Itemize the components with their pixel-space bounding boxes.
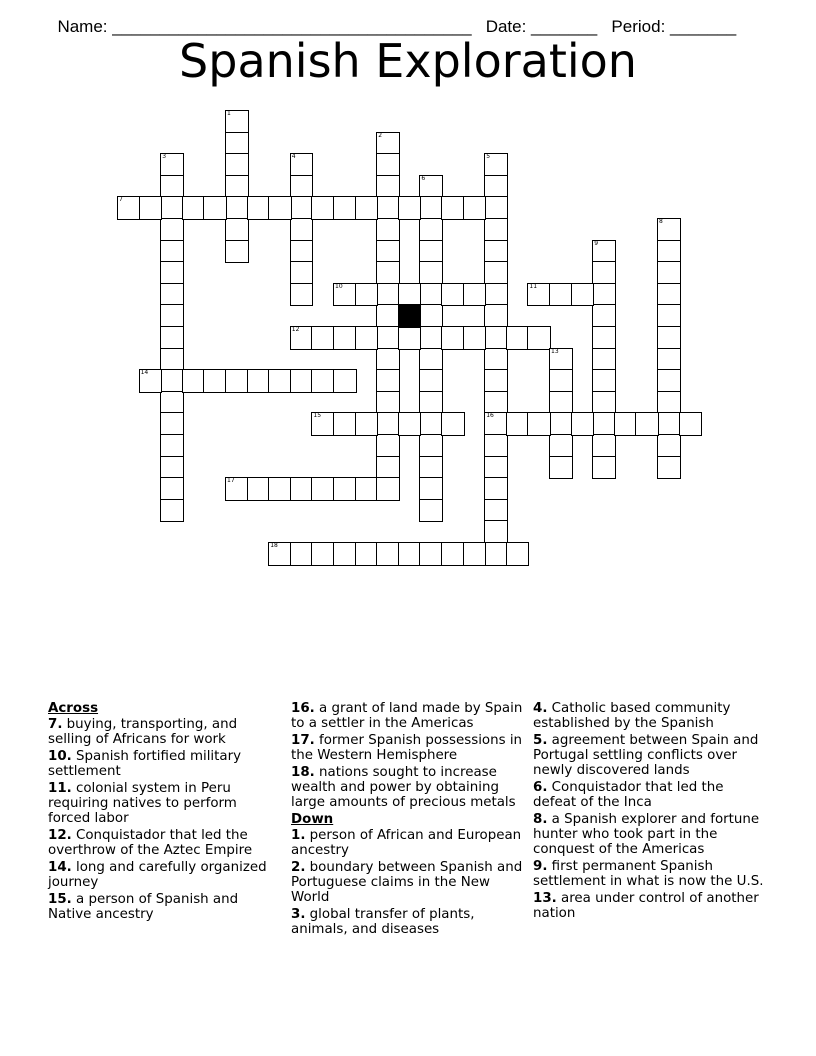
crossword-cell[interactable] — [376, 132, 400, 156]
clue-start-number: 12 — [291, 326, 300, 333]
crossword-cell[interactable] — [419, 240, 443, 264]
crossword-cell[interactable] — [592, 261, 616, 285]
crossword-cell[interactable] — [333, 196, 357, 220]
crossword-cell[interactable] — [160, 391, 184, 415]
period-field[interactable]: Period: _______ — [611, 17, 737, 36]
crossword-cell[interactable] — [635, 412, 659, 436]
crossword-cell[interactable] — [419, 348, 443, 372]
crossword-cell[interactable] — [160, 240, 184, 264]
clue-across-12 — [48, 828, 280, 858]
crossword-cell[interactable] — [376, 348, 400, 372]
crossword-cell[interactable] — [657, 283, 681, 307]
crossword-cell[interactable] — [225, 110, 249, 134]
clue-number: 8. — [533, 812, 548, 827]
crossword-cell[interactable] — [398, 326, 422, 350]
crossword-cell[interactable] — [419, 456, 443, 480]
crossword-cell[interactable] — [571, 412, 595, 436]
crossword-cell[interactable] — [484, 542, 508, 566]
black-square — [398, 304, 422, 328]
clue-number: 12. — [48, 828, 72, 843]
clue-down-9 — [533, 859, 769, 889]
crossword-cell[interactable] — [463, 283, 487, 307]
clue-start-number: 6 — [421, 174, 426, 182]
clue-start-number: 8 — [659, 218, 663, 225]
crossword-cell[interactable] — [549, 283, 573, 307]
down-heading: Down — [291, 812, 334, 827]
crossword-cell[interactable] — [398, 196, 422, 220]
crossword-cell[interactable] — [527, 412, 551, 436]
clue-number: 10. — [48, 749, 72, 764]
clue-start-number: 1 — [227, 110, 231, 117]
crossword-cell[interactable] — [592, 434, 616, 458]
crossword-cell[interactable] — [311, 326, 335, 350]
crossword-cell[interactable] — [398, 283, 422, 307]
crossword-cell[interactable] — [484, 434, 508, 458]
crossword-cell[interactable] — [160, 196, 184, 220]
crossword-cell[interactable] — [139, 369, 163, 393]
crossword-cell[interactable] — [549, 434, 573, 458]
crossword-cell[interactable] — [160, 456, 184, 480]
clue-start-number: 5 — [486, 153, 491, 161]
crossword-cell[interactable] — [376, 153, 400, 177]
crossword-cell[interactable] — [225, 477, 249, 501]
clue-down-8 — [533, 812, 769, 857]
crossword-cell[interactable] — [441, 326, 465, 350]
clue-number: 18. — [291, 765, 315, 780]
crossword-cell[interactable] — [441, 542, 465, 566]
clue-across-14 — [48, 860, 280, 890]
crossword-cell[interactable] — [419, 542, 443, 566]
crossword-cell[interactable] — [376, 456, 400, 480]
crossword-cell[interactable] — [484, 412, 508, 436]
crossword-cell[interactable] — [160, 369, 184, 393]
clue-start-number: 10 — [335, 282, 343, 290]
crossword-cell[interactable] — [441, 283, 465, 307]
clue-start-number: 18 — [270, 542, 278, 549]
crossword-cell[interactable] — [268, 542, 292, 566]
crossword-cell[interactable] — [203, 369, 227, 393]
clue-number: 16. — [291, 701, 315, 716]
crossword-cell[interactable] — [225, 153, 249, 177]
clue-across-17 — [291, 733, 527, 763]
clue-number: 3. — [291, 907, 306, 922]
crossword-cell[interactable] — [419, 283, 443, 307]
clue-text: Spanish fortified military settlement — [48, 749, 242, 779]
crossword-cell[interactable] — [419, 326, 443, 350]
crossword-cell[interactable] — [290, 283, 314, 307]
clue-text: colonial system in Peru requiring natives to perform forced labor — [48, 781, 237, 826]
crossword-cell[interactable] — [376, 283, 400, 307]
clue-start-number: 15 — [313, 412, 322, 420]
crossword-cell[interactable] — [290, 369, 314, 393]
date-field[interactable]: Date: _______ — [485, 17, 598, 36]
crossword-cell[interactable] — [376, 369, 400, 393]
crossword-cell[interactable] — [355, 283, 379, 307]
clue-text: nations sought to increase wealth and power by obtaining large amounts of precious metals — [291, 765, 516, 810]
crossword-cell[interactable] — [290, 326, 314, 350]
crossword-cell[interactable] — [355, 412, 379, 436]
clues-column-1 — [48, 701, 280, 924]
clue-down-6 — [533, 780, 769, 810]
crossword-cell[interactable] — [419, 499, 443, 523]
name-field[interactable]: Name: ______________________________________ — [57, 17, 472, 36]
clue-number: 11. — [48, 781, 72, 796]
crossword-cell[interactable] — [376, 196, 400, 220]
crossword-cell[interactable] — [333, 369, 357, 393]
clue-text: a Spanish explorer and fortune hunter who took part in the conquest of the Americas — [533, 812, 760, 857]
crossword-cell[interactable] — [484, 369, 508, 393]
clue-start-number: 14 — [140, 369, 149, 377]
clue-down-2 — [291, 860, 527, 905]
crossword-cell[interactable] — [484, 153, 508, 177]
crossword-cell[interactable] — [527, 283, 551, 307]
crossword-cell[interactable] — [160, 499, 184, 523]
clue-text: a grant of land made by Spain to a settler in the Americas — [291, 701, 523, 731]
crossword-cell[interactable] — [463, 326, 487, 350]
crossword-cell[interactable] — [160, 477, 184, 501]
crossword-cell[interactable] — [592, 304, 616, 328]
crossword-cell[interactable] — [484, 326, 508, 350]
crossword-cell[interactable] — [549, 391, 573, 415]
clue-across-10 — [48, 749, 280, 779]
crossword-cell[interactable] — [376, 326, 400, 350]
crossword-cell[interactable] — [376, 240, 400, 264]
crossword-cell[interactable] — [376, 304, 400, 328]
clue-start-number: 11 — [529, 282, 538, 290]
clue-start-number: 9 — [594, 239, 599, 247]
crossword-cell[interactable] — [592, 456, 616, 480]
crossword-cell[interactable] — [419, 391, 443, 415]
crossword-cell[interactable] — [355, 326, 379, 350]
crossword-cell[interactable] — [225, 218, 249, 242]
crossword-cell[interactable] — [484, 348, 508, 372]
crossword-cell[interactable] — [311, 477, 335, 501]
clue-text: long and carefully organized journey — [48, 860, 267, 890]
crossword-cell[interactable] — [333, 326, 357, 350]
crossword-cell[interactable] — [160, 175, 184, 199]
crossword-cell[interactable] — [657, 218, 681, 242]
crossword-cell[interactable] — [679, 412, 703, 436]
crossword-cell[interactable] — [355, 196, 379, 220]
clue-number: 1. — [291, 828, 306, 843]
crossword-cell[interactable] — [182, 369, 206, 393]
clue-start-number: 2 — [378, 131, 383, 139]
crossword-cell[interactable] — [657, 369, 681, 393]
crossword-cell[interactable] — [484, 520, 508, 544]
across-heading: Across — [48, 701, 99, 716]
crossword-cell[interactable] — [376, 218, 400, 242]
clues-column-2 — [291, 701, 527, 939]
crossword-cell[interactable] — [290, 153, 314, 177]
crossword-cell[interactable] — [549, 369, 573, 393]
crossword-cell[interactable] — [571, 283, 595, 307]
crossword-cell[interactable] — [225, 175, 249, 199]
crossword-cell[interactable] — [247, 369, 271, 393]
crossword-cell[interactable] — [290, 240, 314, 264]
crossword-cell[interactable] — [376, 542, 400, 566]
crossword-cell[interactable] — [311, 196, 335, 220]
crossword-cell[interactable] — [506, 412, 530, 436]
crossword-cell[interactable] — [419, 196, 443, 220]
crossword-cell[interactable] — [160, 348, 184, 372]
crossword-cell[interactable] — [657, 348, 681, 372]
crossword-cell[interactable] — [333, 283, 357, 307]
clue-down-13 — [533, 891, 769, 921]
crossword-cell[interactable] — [225, 369, 249, 393]
crossword-cell[interactable] — [311, 542, 335, 566]
crossword-cell[interactable] — [592, 369, 616, 393]
crossword-cell[interactable] — [160, 153, 184, 177]
crossword-cell[interactable] — [376, 477, 400, 501]
crossword-cell[interactable] — [419, 175, 443, 199]
crossword-cell[interactable] — [657, 456, 681, 480]
crossword-cell[interactable] — [290, 175, 314, 199]
crossword-cell[interactable] — [419, 477, 443, 501]
crossword-cell[interactable] — [484, 240, 508, 264]
clue-text: buying, transporting, and selling of Africans for work — [48, 717, 238, 747]
crossword-cell[interactable] — [463, 196, 487, 220]
crossword-cell[interactable] — [463, 542, 487, 566]
crossword-cell[interactable] — [506, 326, 530, 350]
crossword-cell[interactable] — [484, 175, 508, 199]
crossword-cell[interactable] — [160, 283, 184, 307]
crossword-cell[interactable] — [657, 434, 681, 458]
clue-down-3 — [291, 907, 527, 937]
crossword-cell[interactable] — [333, 412, 357, 436]
crossword-cell[interactable] — [160, 218, 184, 242]
crossword-cell[interactable] — [592, 240, 616, 264]
crossword-cell[interactable] — [549, 456, 573, 480]
clue-text: former Spanish possessions in the Western Hemisphere — [291, 733, 523, 763]
clue-text: Catholic based community established by the Spanish — [533, 701, 731, 731]
clue-start-number: 13 — [551, 347, 559, 355]
crossword-cell[interactable] — [203, 196, 227, 220]
crossword-cell[interactable] — [225, 240, 249, 264]
clue-across-16 — [291, 701, 527, 731]
crossword-cell[interactable] — [333, 477, 357, 501]
crossword-cell[interactable] — [160, 261, 184, 285]
crossword-cell[interactable] — [484, 477, 508, 501]
clue-text: agreement between Spain and Portugal settling conflicts over newly discovered lands — [533, 733, 759, 778]
crossword-cell[interactable] — [290, 542, 314, 566]
crossword-cell[interactable] — [484, 218, 508, 242]
clue-text: boundary between Spanish and Portuguese claims in the New World — [291, 860, 523, 905]
crossword-cell[interactable] — [614, 412, 638, 436]
crossword-cell[interactable] — [290, 196, 314, 220]
crossword-cell[interactable] — [311, 412, 335, 436]
crossword-cell[interactable] — [419, 261, 443, 285]
crossword-cell[interactable] — [484, 261, 508, 285]
crossword-cell[interactable] — [441, 412, 465, 436]
crossword-cell[interactable] — [484, 304, 508, 328]
clue-text: global transfer of plants, animals, and diseases — [291, 907, 475, 937]
clue-text: a person of Spanish and Native ancestry — [48, 892, 239, 922]
crossword-cell[interactable] — [592, 326, 616, 350]
clue-number: 2. — [291, 860, 306, 875]
clue-number: 13. — [533, 891, 557, 906]
clue-number: 14. — [48, 860, 72, 875]
crossword-cell[interactable] — [657, 261, 681, 285]
crossword-cell[interactable] — [419, 369, 443, 393]
crossword-cell[interactable] — [355, 477, 379, 501]
clue-start-number: 3 — [162, 153, 167, 161]
crossword-cell[interactable] — [376, 175, 400, 199]
crossword-cell[interactable] — [268, 196, 292, 220]
crossword-cell[interactable] — [182, 196, 206, 220]
crossword-cell[interactable] — [484, 456, 508, 480]
crossword-cell[interactable] — [419, 218, 443, 242]
clue-text: Conquistador that led the overthrow of the Aztec Empire — [48, 828, 253, 858]
clue-number: 15. — [48, 892, 72, 907]
clue-across-11 — [48, 781, 280, 826]
crossword-cell[interactable] — [290, 218, 314, 242]
crossword-cell[interactable] — [441, 196, 465, 220]
crossword-cell[interactable] — [506, 542, 530, 566]
crossword-cell[interactable] — [290, 477, 314, 501]
crossword-cell[interactable] — [527, 326, 551, 350]
crossword-cell[interactable] — [419, 304, 443, 328]
clue-text: Conquistador that led the defeat of the Inca — [533, 780, 724, 810]
clue-across-18 — [291, 765, 527, 810]
crossword-cell[interactable] — [484, 391, 508, 415]
clue-start-number: 7 — [119, 196, 123, 204]
clue-start-number: 16 — [486, 412, 494, 420]
clue-start-number: 17 — [227, 477, 235, 485]
crossword-cell[interactable] — [419, 434, 443, 458]
crossword-cell[interactable] — [376, 412, 400, 436]
crossword-cell[interactable] — [311, 369, 335, 393]
page-title: Spanish Exploration — [179, 34, 637, 88]
crossword-cell[interactable] — [376, 391, 400, 415]
crossword-cell[interactable] — [549, 412, 573, 436]
crossword-cell[interactable] — [160, 326, 184, 350]
clue-number: 9. — [533, 859, 548, 874]
crossword-cell[interactable] — [160, 434, 184, 458]
clue-number: 17. — [291, 733, 315, 748]
crossword-cell[interactable] — [592, 391, 616, 415]
crossword-cell[interactable] — [376, 261, 400, 285]
crossword-cell[interactable] — [398, 412, 422, 436]
crossword-cell[interactable] — [333, 542, 357, 566]
clue-text: first permanent Spanish settlement in what is now the U.S. — [533, 859, 764, 889]
crossword-cell[interactable] — [657, 326, 681, 350]
crossword-cell[interactable] — [657, 412, 681, 436]
clue-across-15 — [48, 892, 280, 922]
clue-text: area under control of another nation — [533, 891, 759, 921]
crossword-cell[interactable] — [484, 499, 508, 523]
crossword-cell[interactable] — [398, 542, 422, 566]
crossword-cell[interactable] — [376, 434, 400, 458]
crossword-cell[interactable] — [484, 283, 508, 307]
clue-text: person of African and European ancestry — [291, 828, 522, 858]
clue-number: 6. — [533, 780, 548, 795]
crossword-cell[interactable] — [592, 283, 616, 307]
clue-number: 5. — [533, 733, 548, 748]
crossword-cell[interactable] — [657, 304, 681, 328]
crossword-cell[interactable] — [355, 542, 379, 566]
crossword-cell[interactable] — [657, 240, 681, 264]
crossword-cell[interactable] — [657, 391, 681, 415]
crossword-cell[interactable] — [484, 196, 508, 220]
clue-start-number: 4 — [291, 153, 296, 161]
crossword-cell[interactable] — [225, 132, 249, 156]
clue-across-7 — [48, 717, 280, 747]
crossword-cell[interactable] — [139, 196, 163, 220]
crossword-cell[interactable] — [592, 412, 616, 436]
crossword-cell[interactable] — [290, 261, 314, 285]
crossword-cell[interactable] — [160, 304, 184, 328]
crossword-cell[interactable] — [225, 196, 249, 220]
crossword-cell[interactable] — [117, 196, 141, 220]
clue-number: 4. — [533, 701, 548, 716]
clue-down-5 — [533, 733, 769, 778]
crossword-cell[interactable] — [268, 477, 292, 501]
clues-column-3 — [533, 701, 769, 923]
crossword-cell[interactable] — [549, 348, 573, 372]
crossword-cell[interactable] — [247, 196, 271, 220]
crossword-cell[interactable] — [247, 477, 271, 501]
clue-down-1 — [291, 828, 527, 858]
crossword-cell[interactable] — [160, 412, 184, 436]
crossword-cell[interactable] — [419, 412, 443, 436]
clue-down-4 — [533, 701, 769, 731]
clue-number: 7. — [48, 717, 63, 732]
crossword-cell[interactable] — [592, 348, 616, 372]
crossword-cell[interactable] — [268, 369, 292, 393]
